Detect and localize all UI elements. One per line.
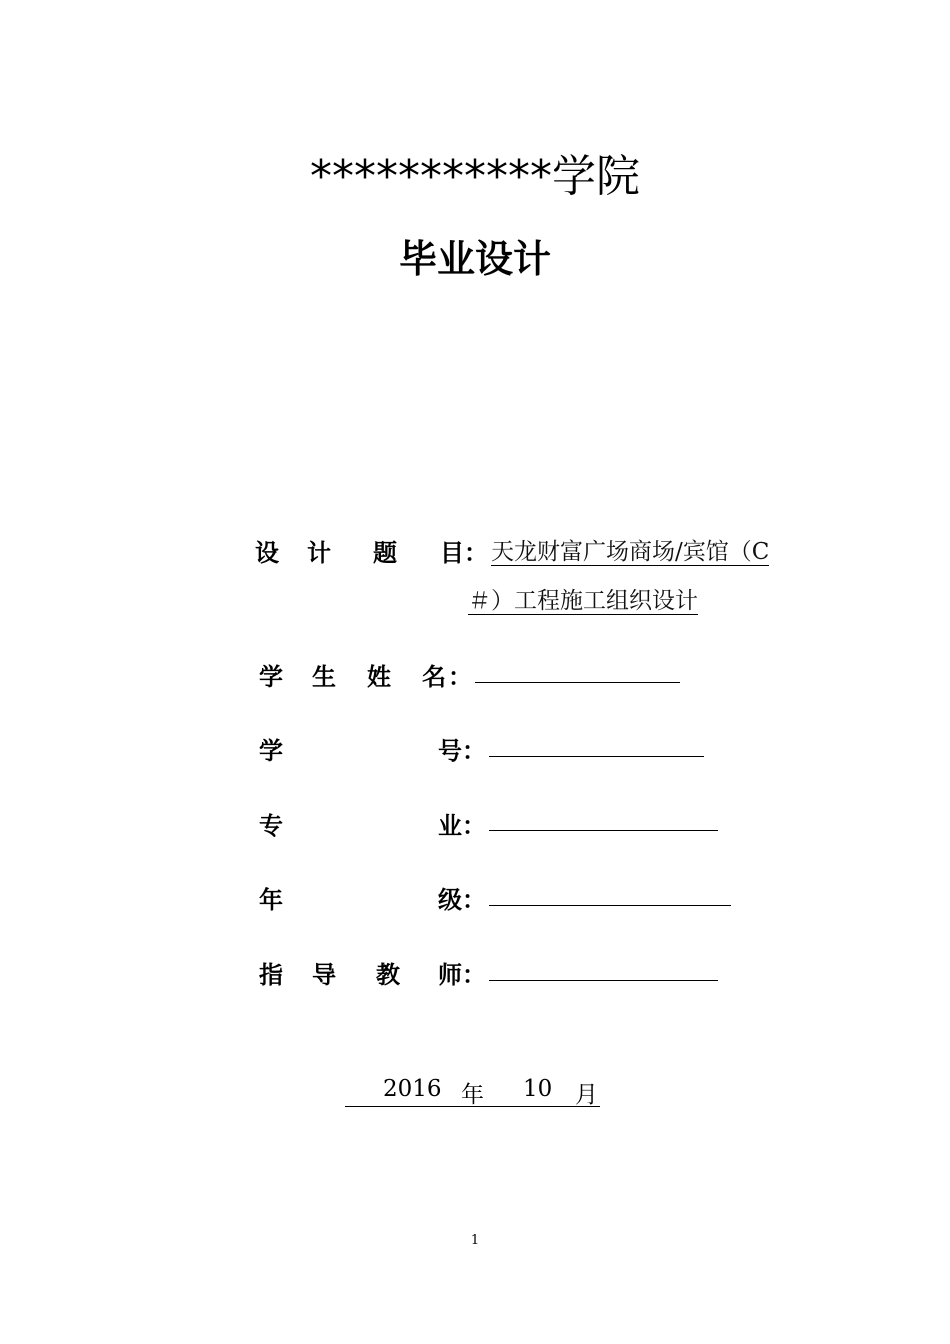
label-char: 学 [259, 737, 283, 765]
topic-colon: ： [464, 539, 488, 567]
label-char: 计 [307, 539, 331, 567]
date-year: 2016 [383, 1076, 442, 1102]
student-name-field[interactable] [475, 682, 680, 683]
label-char: 级 [438, 886, 462, 914]
date-month: 10 [523, 1076, 553, 1102]
page-number: 1 [470, 1233, 480, 1248]
label-char: 指 [259, 961, 283, 989]
major-colon: ： [462, 812, 486, 840]
date-month-unit: 月 [575, 1082, 598, 1108]
label-char: 师 [438, 961, 462, 989]
label-char: 生 [312, 663, 336, 691]
grade-colon: ： [462, 886, 486, 914]
label-char: 题 [373, 539, 397, 567]
advisor-colon: ： [462, 961, 486, 989]
label-char: 专 [259, 812, 283, 840]
advisor-field[interactable] [489, 980, 718, 981]
label-char: 业 [438, 812, 462, 840]
student-name-colon: ： [448, 663, 472, 691]
college-name: ***********学院 [310, 151, 640, 202]
student-id-colon: ： [462, 737, 486, 765]
grade-field[interactable] [489, 905, 731, 906]
label-char: 学 [259, 663, 283, 691]
label-char: 年 [259, 886, 283, 914]
topic-value-line-2: ＃）工程施工组织设计 [468, 588, 698, 614]
label-char: 导 [312, 961, 336, 989]
label-char: 教 [376, 961, 400, 989]
document-type-title: 毕业设计 [398, 237, 551, 281]
date-line [345, 1076, 600, 1107]
label-char: 目 [440, 539, 464, 567]
label-char: 名 [422, 663, 446, 691]
topic-value-line-1: 天龙财富广场商场/宾馆（C [491, 539, 770, 565]
date-year-unit: 年 [461, 1082, 484, 1108]
label-char: 号 [438, 737, 462, 765]
label-char: 设 [255, 539, 279, 567]
student-id-field[interactable] [489, 756, 704, 757]
label-char: 姓 [367, 663, 391, 691]
major-field[interactable] [489, 830, 718, 831]
